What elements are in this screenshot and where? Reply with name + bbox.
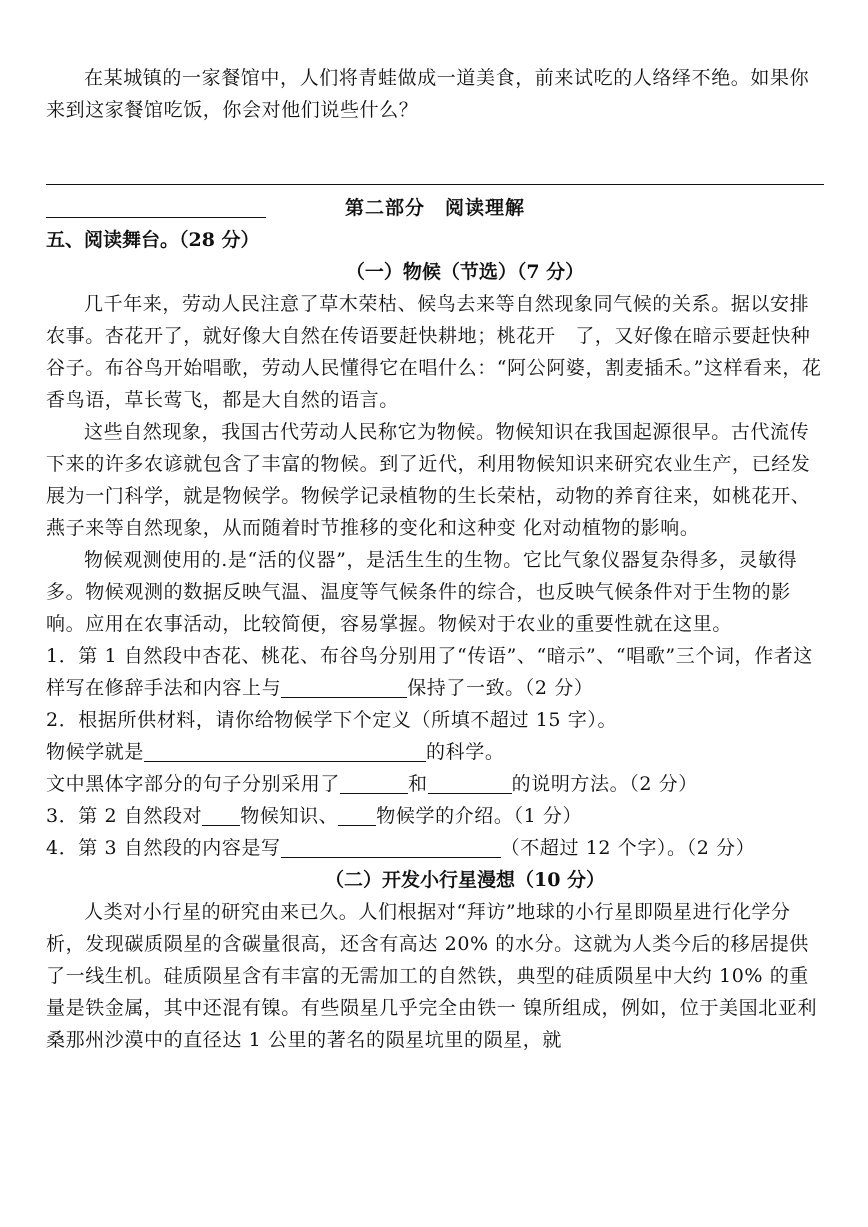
answer-blank[interactable] [338,803,376,826]
answer-blank[interactable] [428,771,512,794]
answer-blank[interactable] [144,739,426,762]
exam-page [46,62,824,1056]
answer-blank[interactable] [281,835,501,858]
reading1-paragraph-3: 物候观测使用的.是“活的仪器”，是活生生的生物。它比气象仪器复杂得多，灵敏得多。物候观测的数据反映气温、温度等气候条件的综合，也反映气候条件对于生物的影响。应用在农事活动，比较简便，容易掌握。物候对于农业的重要性就在这里。 [46,549,798,635]
reading2-title: （二）开发小行星漫想（10 分） [324,869,606,891]
reading2-paragraph: 人类对小行星的研究由来已久。人们根据对“拜访”地球的小行星即陨星进行化学分析，发现碳质陨星的含碳量很高，还含有高达 20% 的水分。这就为人类今后的移居提供了一线生机。硅质陨星含有丰富的无需加工的自然铁，典型的硅质陨星中大约 10% 的重量是铁金属，其中还混有镍。有些陨星几乎完全由铁一 镍所组成，例如，位于美国北亚利桑那州沙漠中的直径达 1 公里的著名的陨星坑里的陨星，就 [46,901,818,1051]
reading1-paragraph-2: 这些自然现象，我国古代劳动人民称它为物候。物候知识在我国起源很早。古代流传下来的许多农谚就包含了丰富的物候。到了近代，利用物候知识来研究农业生产，已经发展为一门科学，就是物候学。物候学记录植物的生长荣枯，动物的养育往来，如桃花开、燕子来等自然现象，从而随着时节推移的变化和这种变 化对动植物的影响。 [46,421,811,539]
reading1-title: （一）物候（节选）（7 分） [345,261,585,283]
question-1: 1．第 1 自然段中杏花、桃花、布谷鸟分别用了“传语”、“暗示”、“唱歌”三个词，作者这样写在修辞手法和内容上与 保持了一致。（2 分） [46,645,813,699]
question-2-methods: 文中黑体字部分的句子分别采用了 和 的说明方法。（2 分） [46,773,698,795]
question-2-definition: 物候学就是 的科学。 [46,741,505,763]
section-title: 五、阅读舞台。（28 分） [46,229,260,251]
question-2: 2．根据所供材料，请你给物候学下个定义（所填不超过 15 字）。 [46,709,618,731]
answer-blank[interactable] [202,803,240,826]
intro-question: 在某城镇的一家餐馆中，人们将青蛙做成一道美食，前来试吃的人络绎不绝。如果你来到这家餐馆吃饭，你会对他们说些什么？ [46,67,810,121]
part-title: 第二部分 阅读理解 [344,197,525,219]
reading1-paragraph-1: 几千年来，劳动人民注意了草木荣枯、候鸟去来等自然现象同气候的关系。据以安排农事。杏花开了，就好像大自然在传语要赶快耕地；桃花开 了，又好像在暗示要赶快种谷子。布谷鸟开始唱歌，劳动人民懂得它在唱什么：“阿公阿婆，割麦插禾。”这样看来，花香鸟语，草长莺飞，都是大自然的语言。 [46,293,822,411]
question-4: 4．第 3 自然段的内容是写 （不超过 12 个字）。（2 分） [46,837,756,859]
answer-line[interactable] [46,184,824,185]
answer-blank[interactable] [340,771,408,794]
question-3: 3．第 2 自然段对 物候知识、 物候学的介绍。（1 分） [46,805,583,827]
answer-blank[interactable] [281,675,407,698]
